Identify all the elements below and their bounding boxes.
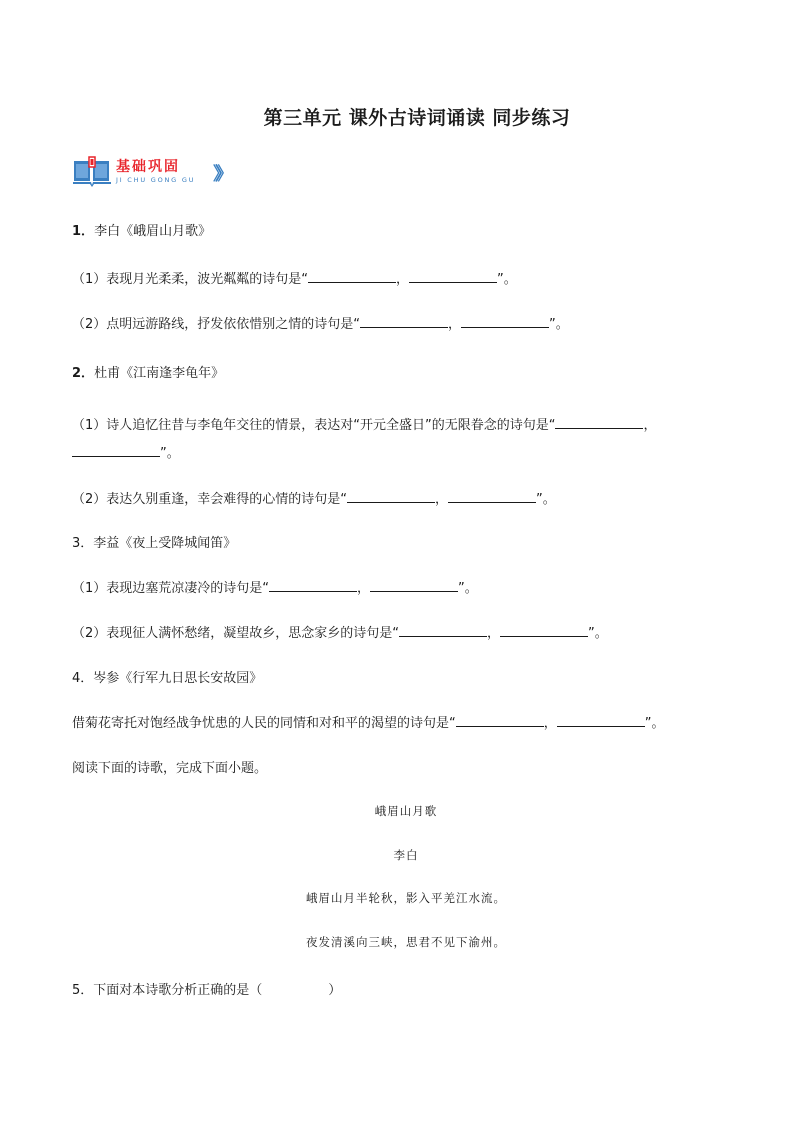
answer-blank[interactable]	[557, 714, 645, 727]
question-3-1: （1）表现边塞荒凉凄冷的诗句是“ ， ”。	[72, 581, 478, 596]
section-header-pinyin: JI CHU GONG GU	[116, 176, 196, 184]
answer-blank[interactable]	[555, 416, 643, 429]
open-book-icon	[72, 156, 112, 188]
question-2-2: （2）表达久别重逢，幸会难得的心情的诗句是“ ， ”。	[72, 492, 556, 507]
question-text: （2）表达久别重逢，幸会难得的心情的诗句是“	[72, 492, 348, 507]
question-text: 5．下面对本诗歌分析正确的是（	[72, 983, 263, 998]
question-number: 1	[72, 224, 82, 239]
question-text: （2）点明远游路线，抒发依依惜别之情的诗句是“	[72, 317, 361, 332]
reading-intro: 阅读下面的诗歌，完成下面小题。	[72, 761, 268, 776]
question-2-heading: 2．杜甫《江南逢李龟年》	[72, 366, 225, 381]
question-text: 借菊花寄托对饱经战争忧患的人民的同情和对和平的渴望的诗句是“	[72, 716, 456, 731]
answer-blank[interactable]	[72, 444, 160, 457]
chevron-right-icon: 》》	[213, 164, 226, 185]
question-text: 李白《峨眉山月歌》	[94, 224, 212, 239]
answer-blank[interactable]	[456, 714, 544, 727]
answer-blank[interactable]	[461, 315, 549, 328]
question-3-2: （2）表现征人满怀愁绪，凝望故乡，思念家乡的诗句是“ ， ”。	[72, 626, 608, 641]
answer-blank[interactable]	[360, 315, 448, 328]
answer-blank[interactable]	[448, 490, 536, 503]
section-header-jichu	[72, 156, 242, 190]
poem-line-2: 夜发清溪向三峡，思君不见下渝州。	[306, 935, 506, 949]
question-3-heading: 3．李益《夜上受降城闻笛》	[72, 536, 237, 551]
question-text: （2）表现征人满怀愁绪，凝望故乡，思念家乡的诗句是“	[72, 626, 400, 641]
question-4-heading: 4．岑参《行军九日思长安故园》	[72, 671, 263, 686]
question-1-1: （1）表现月光柔柔，波光粼粼的诗句是“ ， ”。	[72, 272, 517, 287]
answer-blank[interactable]	[409, 270, 497, 283]
question-4-line: 借菊花寄托对饱经战争忧患的人民的同情和对和平的渴望的诗句是“ ， ”。	[72, 716, 665, 731]
page-title: 第三单元 课外古诗词诵读 同步练习	[263, 107, 571, 129]
answer-blank[interactable]	[269, 579, 357, 592]
section-header-label: 基础巩固	[116, 159, 180, 175]
poem-line-1: 峨眉山月半轮秋，影入平羌江水流。	[306, 891, 506, 905]
answer-blank[interactable]	[399, 624, 487, 637]
question-2-1: （1）诗人追忆往昔与李龟年交往的情景，表达对“开元全盛日”的无限眷念的诗句是“ ，	[72, 418, 657, 433]
question-5: 5．下面对本诗歌分析正确的是（ ）	[72, 983, 342, 998]
question-text: （1）表现边塞荒凉凄冷的诗句是“	[72, 581, 270, 596]
answer-blank[interactable]	[347, 490, 435, 503]
question-text: 杜甫《江南逢李龟年》	[94, 366, 225, 381]
question-text: （1）诗人追忆往昔与李龟年交往的情景，表达对“开元全盛日”的无限眷念的诗句是“	[72, 418, 556, 433]
answer-blank[interactable]	[308, 270, 396, 283]
answer-blank[interactable]	[500, 624, 588, 637]
question-1-heading: 1．李白《峨眉山月歌》	[72, 224, 212, 239]
question-number: 2	[72, 366, 82, 381]
question-text: （1）表现月光柔柔，波光粼粼的诗句是“	[72, 272, 309, 287]
question-1-2: （2）点明远游路线，抒发依依惜别之情的诗句是“ ， ”。	[72, 317, 569, 332]
poem-title: 峨眉山月歌	[374, 804, 438, 818]
question-2-1-cont: ”。	[72, 442, 180, 461]
poem-author: 李白	[393, 848, 419, 862]
answer-blank[interactable]	[370, 579, 458, 592]
